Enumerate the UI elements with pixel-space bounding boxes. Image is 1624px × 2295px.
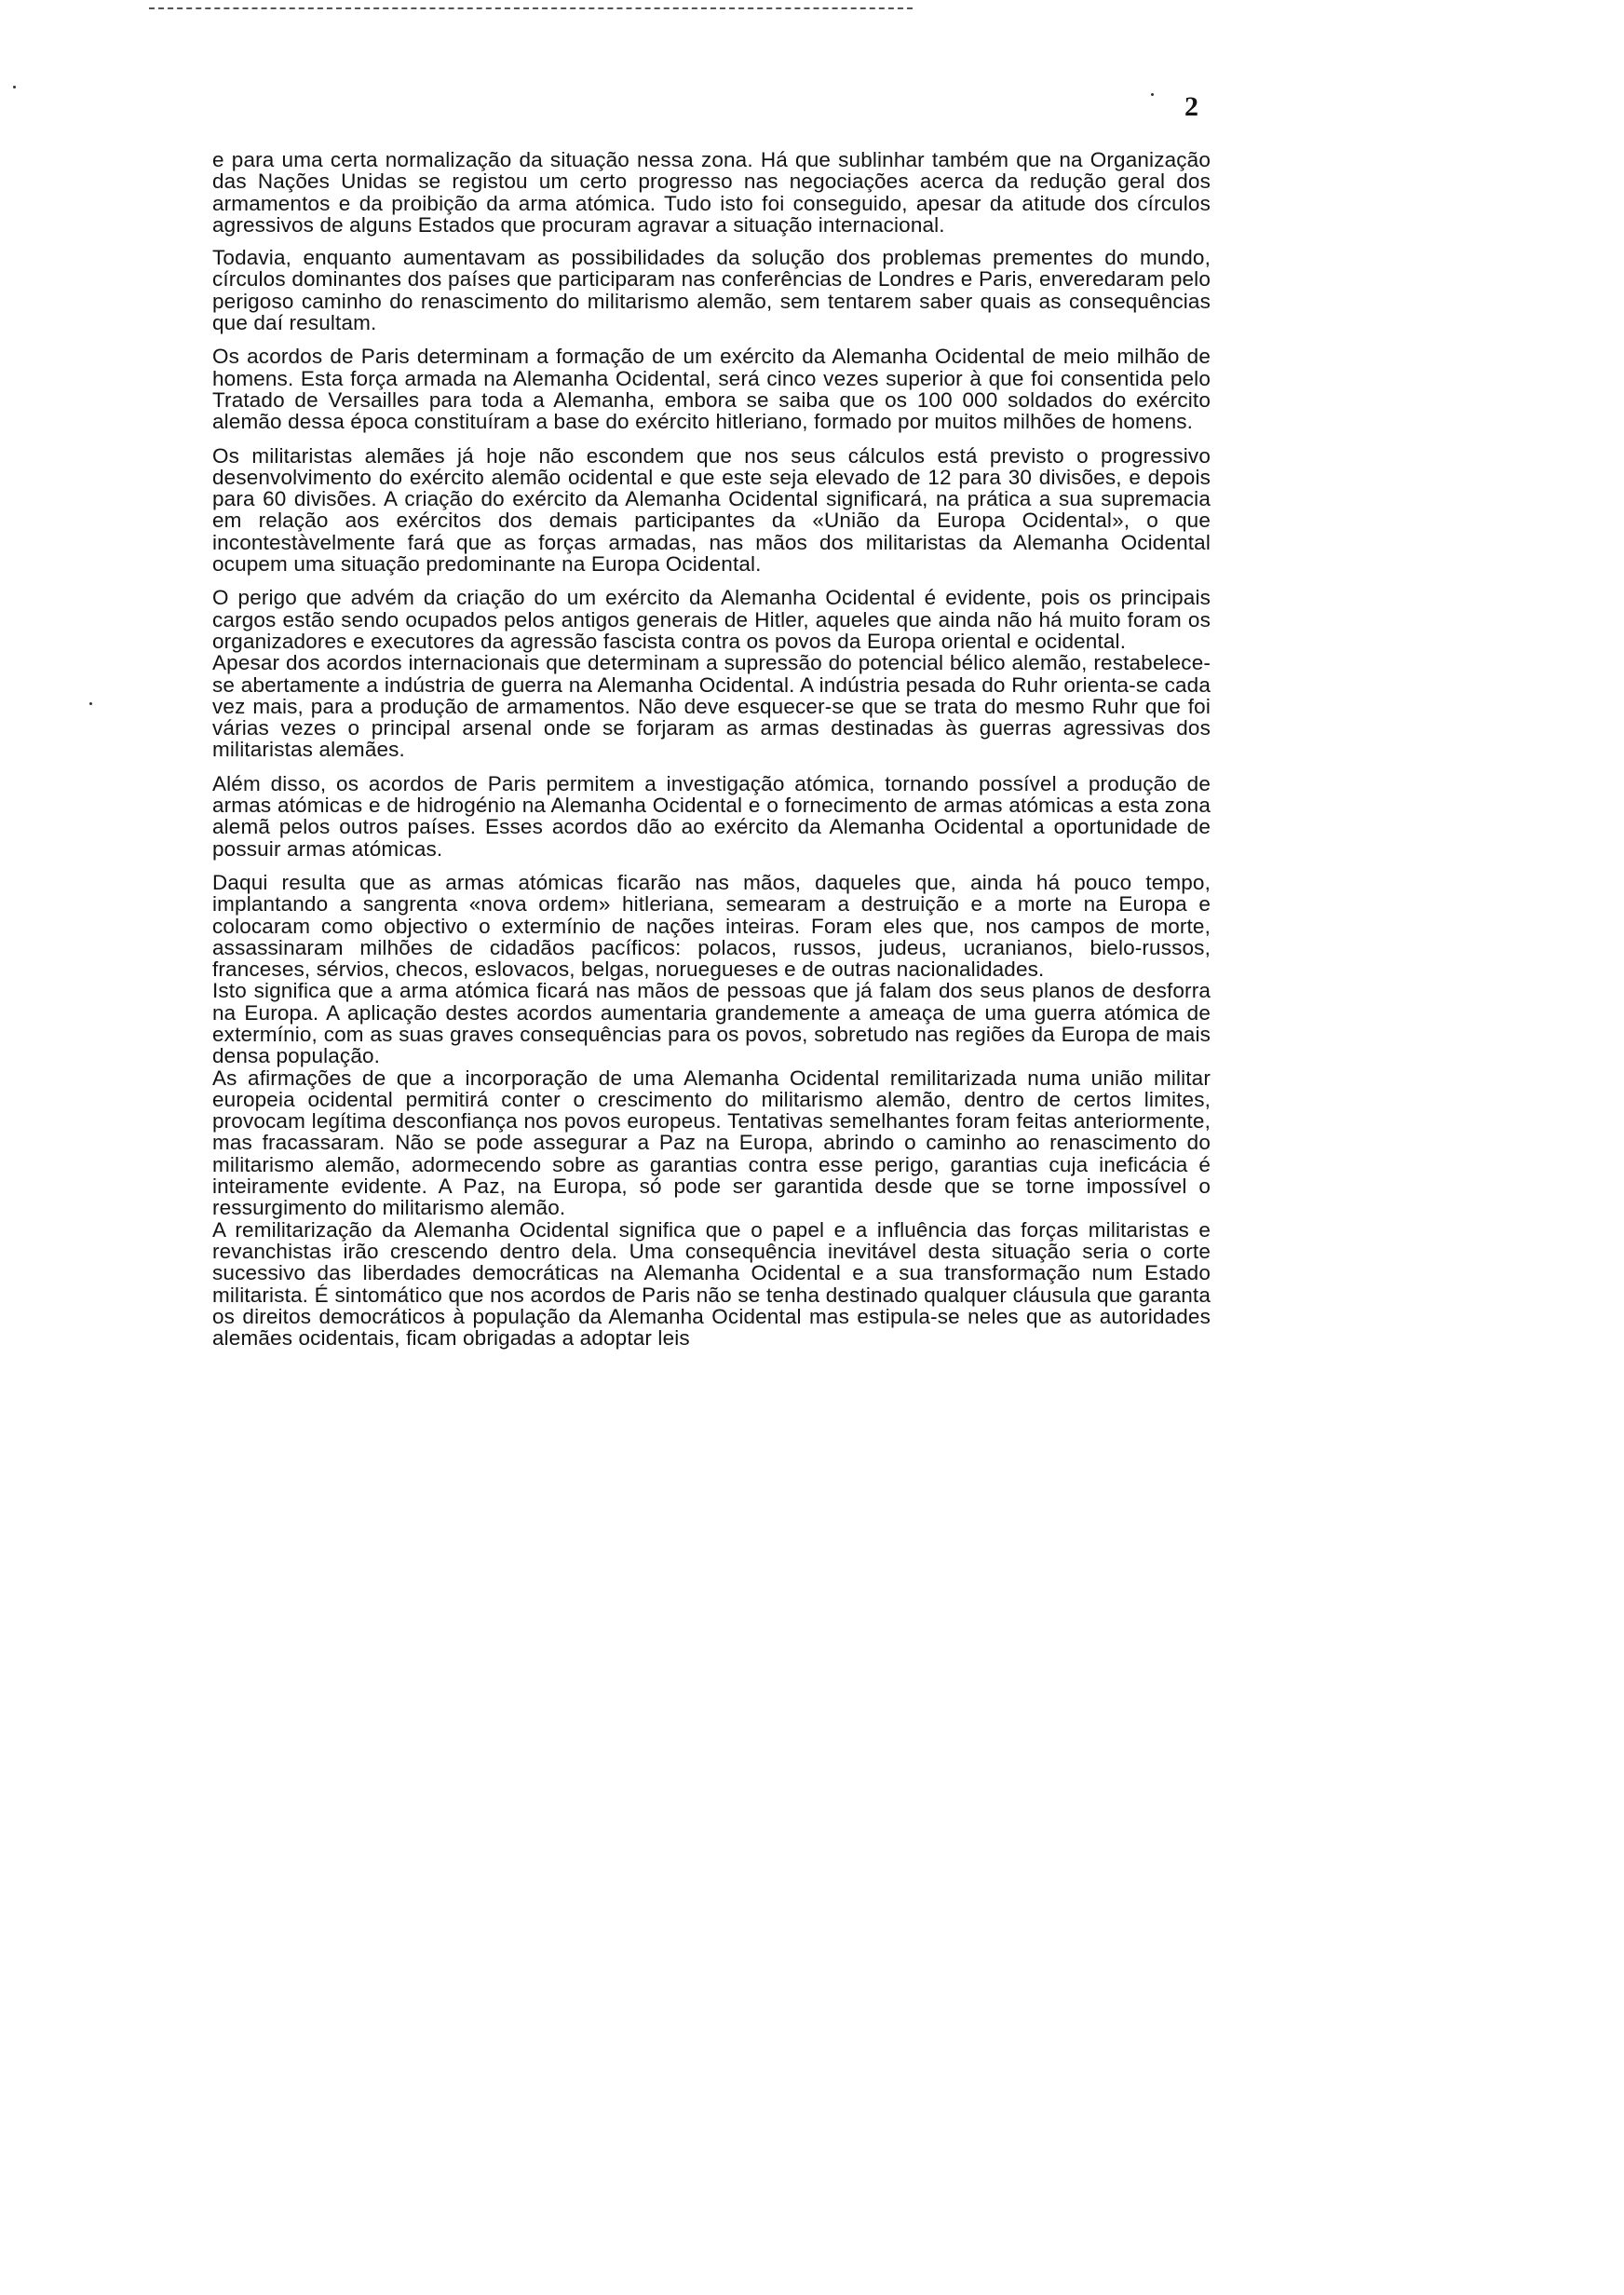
paragraph-9: Isto significa que a arma atómica ficará nas mãos de pessoas que já falam dos seus planos de desforra na Europa. A aplicação destes acordos aumentaria grandemente a ameaça de uma guerra atómica de extermínio, com as suas graves consequências para os povos, sobretudo nas regiões da Europa de mais densa população. xyxy=(212,979,1211,1068)
paragraph-3: Os acordos de Paris determinam a formação de um exército da Alemanha Ocidental de meio milhão de homens. Esta força armada na Alemanha Ocidental, será cinco vezes superior à que foi consentida pelo Tratado de Versailles para toda a Alemanha, embora se saiba que os 100 000 soldados do exército alemão dessa época constituíram a base do exército hitleriano, formado por muitos milhões de homens. xyxy=(212,345,1211,434)
paragraph-1: e para uma certa normalização da situação nessa zona. Há que sublinhar também que na Organização das Nações Unidas se registou um certo progresso nas negociações acerca da redução geral dos armamentos e da proibição da arma atómica. Tudo isto foi conseguido, apesar da atitude dos círculos agressivos de alguns Estados que procuram agravar a situação internacional. xyxy=(212,148,1211,237)
paragraph-4: Os militaristas alemães já hoje não escondem que nos seus cálculos está previsto o progressivo desenvolvimento do exército alemão ocidental e que este seja elevado de 12 para 30 divisões, e depois para 60 divisões. A criação do exército da Alemanha Ocidental significará, na prática a sua supremacia em relação aos exércitos dos demais participantes da «União da Europa Ocidental», o que incontestàvelmente fará que as forças armadas, nas mãos dos militaristas da Alemanha Ocidental ocupem uma situação predominante na Europa Ocidental. xyxy=(212,443,1211,577)
top-edge-rule xyxy=(149,7,913,9)
page-number: 2 xyxy=(1184,91,1198,122)
paragraph-6: Apesar dos acordos internacionais que determinam a supressão do potencial bélico alemão, restabelece-se abertamente a indústria de guerra na Alemanha Ocidental. A indústria pesada do Ruhr orienta-se cada vez mais, para a produção de armamentos. Não deve esquecer-se que se trata do mesmo Ruhr que foi várias vezes o principal arsenal onde se forjaram as armas destinadas às guerras agressivas dos militaristas alemães. xyxy=(212,651,1211,762)
paragraph-2: Todavia, enquanto aumentavam as possibilidades da solução dos problemas prementes do mundo, círculos dominantes dos países que participaram nas conferências de Londres e Paris, enveredaram pelo perigoso caminho do renascimento do militarismo alemão, sem tentarem saber quais as consequências que daí resultam. xyxy=(212,246,1211,335)
article-body xyxy=(212,149,1211,1361)
scan-speck xyxy=(1151,93,1154,96)
paragraph-10: As afirmações de que a incorporação de uma Alemanha Ocidental remilitarizada numa união militar europeia ocidental permitirá conter o crescimento do militarismo alemão, dentro de certos limites, provocam legítima desconfiança nos povos europeus. Tentativas semelhantes foram feitas anteriormente, mas fracassaram. Não se pode assegurar a Paz na Europa, abrindo o caminho ao renascimento do militarismo alemão, adormecendo sobre as garantias contra esse perigo, garantias cuja ineficácia é inteiramente evidente. A Paz, na Europa, só pode ser garantida desde que se torne impossível o ressurgimento do militarismo alemão. xyxy=(212,1066,1211,1220)
paragraph-5: O perigo que advém da criação do um exército da Alemanha Ocidental é evidente, pois os principais cargos estão sendo ocupados pelos antigos generais de Hitler, aqueles que ainda não há muito foram os organizadores e executores da agressão fascista contra os povos da Europa oriental e ocidental. xyxy=(212,586,1211,653)
paragraph-11: A remilitarização da Alemanha Ocidental significa que o papel e a influência das forças militaristas e revanchistas irão crescendo dentro dela. Uma consequência inevitável desta situação seria o corte sucessivo das liberdades democráticas na Alemanha Ocidental e a sua transformação num Estado militarista. É sintomático que nos acordos de Paris não se tenha destinado qualquer cláusula que garanta os direitos democráticos à população da Alemanha Ocidental mas estipula-se neles que as autoridades alemães ocidentais, ficam obrigadas a adoptar leis xyxy=(212,1217,1211,1351)
paragraph-7: Além disso, os acordos de Paris permitem a investigação atómica, tornando possível a produção de armas atómicas e de hidrogénio na Alemanha Ocidental e o fornecimento de armas atómicas a esta zona alemã pelos outros países. Esses acordos dão ao exército da Alemanha Ocidental a oportunidade de possuir armas atómicas. xyxy=(212,771,1211,861)
scan-speck xyxy=(13,86,16,88)
scan-speck xyxy=(89,702,92,705)
paragraph-8: Daqui resulta que as armas atómicas ficarão nas mãos, daqueles que, ainda há pouco tempo, implantando a sangrenta «nova ordem» hitleriana, semearam a destruição e a morte na Europa e colocaram como objectivo o extermínio de nações inteiras. Foram eles que, nos campos de morte, assassinaram milhões de cidadãos pacíficos: polacos, russos, judeus, ucranianos, bielo-russos, franceses, sérvios, checos, eslovacos, belgas, noruegueses e de outras nacionalidades. xyxy=(212,870,1211,982)
